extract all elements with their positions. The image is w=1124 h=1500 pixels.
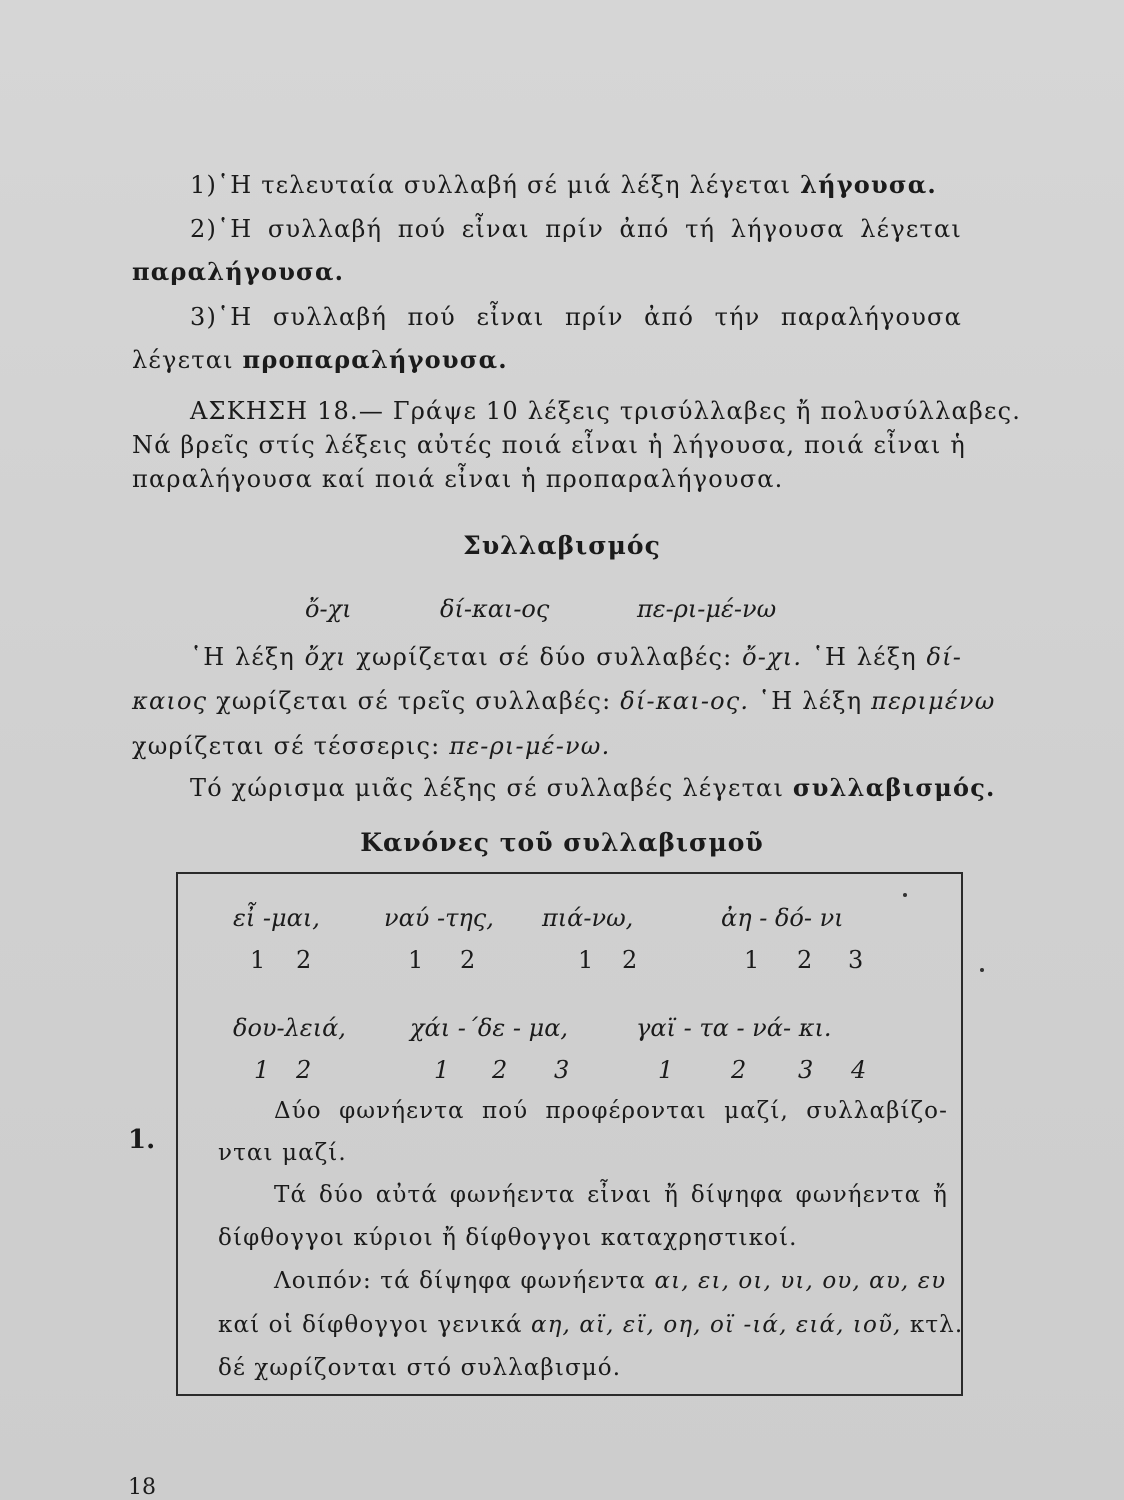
word-ochi: ὄχι [304,643,347,671]
rule-text-2-line-2: δίφθογγοι κύριοι ἤ δίφθογγοι καταχρηστικοί. [218,1225,798,1251]
definition-1 [190,170,962,200]
syllable-number: 1 [578,946,594,974]
rules-heading: Κανόνες τοῦ συλλαβισμοῦ [360,828,764,857]
syllable-number: 3 [798,1056,814,1084]
print-speck [903,893,907,897]
rule-text-3-line-3: δέ χωρίζονται στό συλλαβισμό. [218,1355,622,1381]
definition-3-prefix: λέγεται [132,346,243,374]
syllables-dikaios: δί-και-ος. [620,687,750,715]
word-perimeno: περιμένω [871,687,996,715]
example-word-3: πε-ρι-μέ-νω [637,595,777,623]
example-word-1: ὄ-χι [305,595,352,623]
rule-text-1-line-2: νται μαζί. [218,1140,347,1166]
rule-text-3-line-1 [274,1266,948,1296]
syllable-number: 2 [731,1056,747,1084]
syllable-number: 1 [408,946,424,974]
word-dikaios-end: καιος [132,687,208,715]
syllable-number: 2 [797,946,813,974]
exercise-line-2: Νά βρεῖς στίς λέξεις αὐτές ποιά εἶναι ἡ λήγουσα, ποιά εἶναι ἡ [132,431,966,459]
rule-number: 1. [128,1125,156,1155]
syllables-perimeno: πε-ρι-μέ-νω. [449,732,611,760]
text-segment: Τό χώρισμα μιᾶς λέξης σέ συλλαβές λέγεται [190,774,793,802]
rule-example-word: δου-λειά, [233,1014,346,1042]
term-paraligousa: παραλήγουσα. [132,257,345,286]
syllable-number: 1 [658,1056,674,1084]
rule-example-word: γαϊ - τα - νά- κι. [636,1014,832,1042]
syllabification-para-line-2 [132,686,996,716]
definition-2-term [132,257,962,287]
syllabification-para-line-3 [132,731,962,761]
term-proparaligousa: προπαραλήγουσα. [242,345,508,374]
text-segment: καί οἱ δίφθογγοι γενικά [218,1312,532,1338]
syllable-number: 1 [254,1056,270,1084]
syllable-number: 2 [492,1056,508,1084]
text-segment: κτλ. [901,1312,964,1338]
syllabification-para-line-1 [190,642,962,672]
syllabification-heading: Συλλαβισμός [463,531,661,560]
syllable-number: 3 [848,946,864,974]
definition-3-line-1: 3)῾Η συλλαβή πού εἶναι πρίν ἀπό τήν παραλήγουσα [190,303,962,331]
page-number: 18 [128,1475,156,1500]
text-segment: χωρίζεται σέ τρεῖς συλλαβές: [207,687,621,715]
rule-text-3-line-2 [218,1310,964,1340]
rule-text-2-line-1: Τά δύο αὐτά φωνήεντα εἶναι ἤ δίψηφα φωνήεντα ἤ [274,1182,948,1208]
term-syllabismos: συλλαβισμός. [792,773,996,802]
diphthongs-list: αη, αϊ, εϊ, οη, οϊ -ιά, ειά, ιοῦ, [531,1312,902,1338]
exercise-line-3: παραλήγουσα καί ποιά εἶναι ἡ προπαραλήγουσα. [132,465,784,493]
rule-text-1-line-1: Δύο φωνήεντα πού προφέρονται μαζί, συλλαβίζο- [274,1098,948,1124]
definition-3-line-2 [132,345,962,375]
text-segment: ῾Η λέξη [802,643,927,671]
syllable-number: 2 [296,946,312,974]
exercise-line-1: ΑΣΚΗΣΗ 18.— Γράψε 10 λέξεις τρισύλλαβες ἤ πολυσύλλαβες. [190,397,1022,425]
rule-example-word: εἶ -μαι, [233,904,320,932]
rule-box [176,872,963,1396]
definition-2-line-1: 2)῾Η συλλαβή πού εἶναι πρίν ἀπό τή λήγουσα λέγεται [190,215,962,243]
syllable-number: 1 [744,946,760,974]
definition-1-text: 1)῾Η τελευταία συλλαβή σέ μιά λέξη λέγεται [190,171,801,199]
digraph-vowels: αι, ει, οι, υι, ου, αυ, ευ [654,1268,947,1294]
rule-example-word: ἀη - δό- νι [721,904,844,932]
rule-example-word: χάι -΄δε - μα, [410,1014,569,1042]
syllable-number: 3 [554,1056,570,1084]
syllable-number: 2 [460,946,476,974]
syllables-ochi: ὄ-χι. [742,643,803,671]
text-segment: Λοιπόν: τά δίψηφα φωνήεντα [274,1268,655,1294]
syllabification-definition [190,773,996,803]
syllable-number: 1 [250,946,266,974]
rule-example-word: ναύ -της, [384,904,494,932]
text-segment: χωρίζεται σέ δύο συλλαβές: [346,643,743,671]
word-dikaios-start: δί- [926,643,963,671]
term-ligousa: λήγουσα. [800,170,937,199]
syllable-number: 4 [851,1056,867,1084]
text-segment: ῾Η λέξη [749,687,872,715]
text-segment: χωρίζεται σέ τέσσερις: [132,732,450,760]
syllable-number: 2 [296,1056,312,1084]
syllable-number: 1 [434,1056,450,1084]
text-segment: ῾Η λέξη [190,643,305,671]
rule-example-word: πιά-νω, [542,904,634,932]
print-speck [980,968,984,972]
example-word-2: δί-και-ος [440,595,550,623]
syllable-number: 2 [622,946,638,974]
